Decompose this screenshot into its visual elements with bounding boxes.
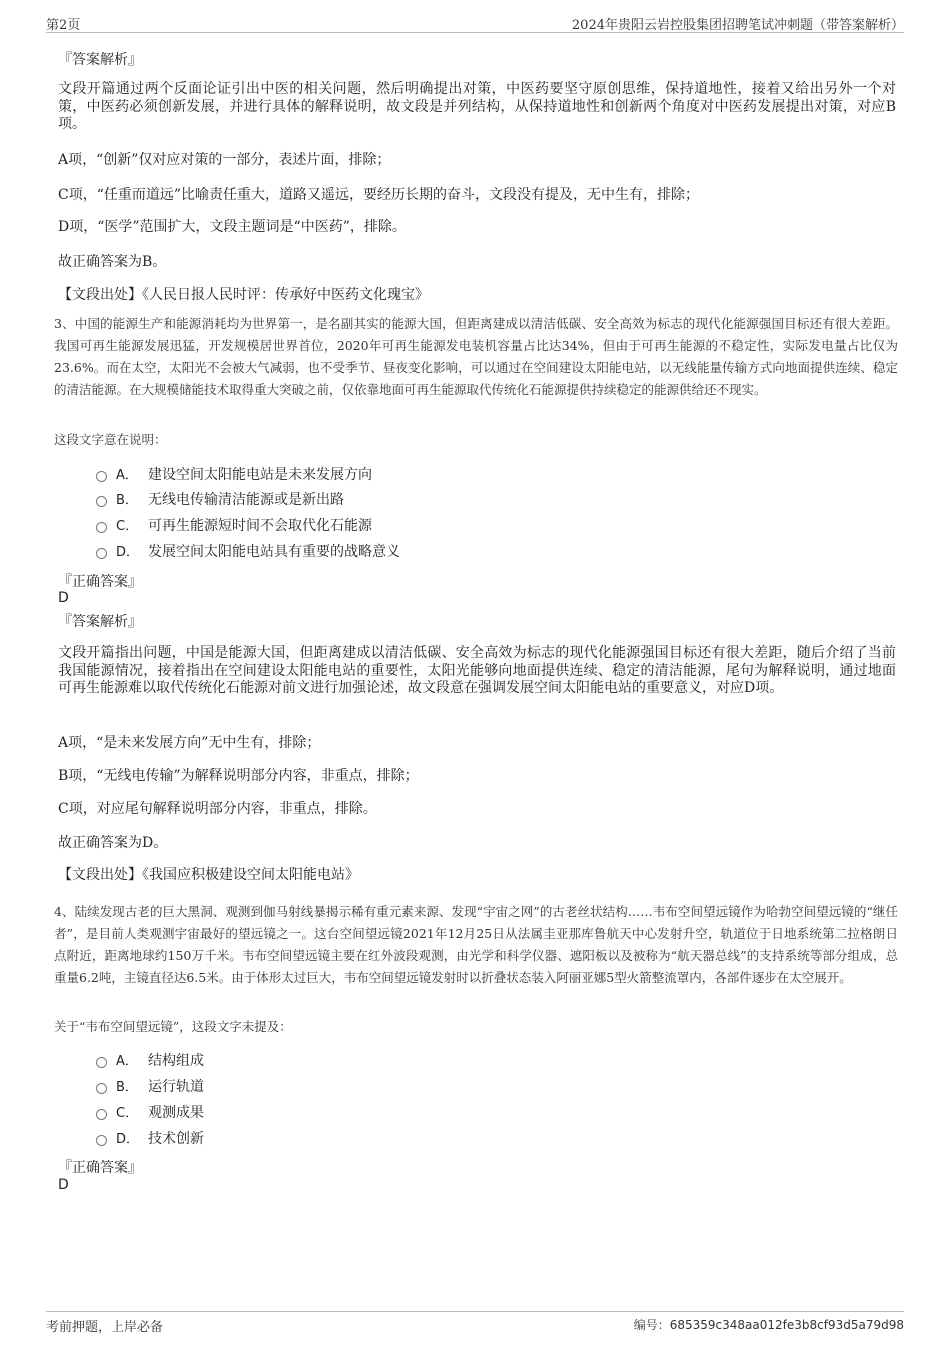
q3-prompt: 这段文字意在说明： [54,432,167,447]
q2-analysis-label: 『答案解析』 [58,52,142,68]
document-title: 2024年贵阳云岩控股集团招聘笔试冲刺题（带答案解析） [571,18,904,33]
q4-question-text: 4、陆续发现古老的巨大黑洞、观测到伽马射线暴揭示稀有重元素来源、发现“宇宙之网”的古老丝状结构……韦布空间望远镜作为哈勃空间望远镜的“继任者”，是目前人类观测宇宙最好的望远镜之一。这台空间望远镜2021年12月25日从法属圭亚那库鲁航天中心发射升空，轨道位于日地系统第二拉格朗日点附近，距离地球约150万千米。韦布空间望远镜主要在红外波段观测，由光学和科学仪器、遮阳板以及被称为“航天器总线”的支持系统等部分组成，总重量6.2吨，主镜直径达6.5米。由于体形太过巨大，韦布空间望远镜发射时以折叠状态装入阿丽亚娜5型火箭整流罩内，各部件逐步在太空展开。 [54,904,898,985]
q4-option-b[interactable] [96,1077,204,1097]
radio-icon[interactable] [96,471,107,482]
q2-source: 【文段出处】《人民日报人民时评：传承好中医药文化瑰宝》 [58,287,429,303]
option-text: 观测成果 [148,1105,204,1121]
page-footer [46,1311,904,1334]
q3-conclusion: 故正确答案为D。 [58,835,168,851]
q3-option-d[interactable] [96,542,400,562]
option-text: 建设空间太阳能电站是未来发展方向 [148,467,372,483]
option-letter: D． [116,1132,140,1147]
radio-icon[interactable] [96,496,107,507]
q3-option-a[interactable] [96,465,372,485]
page-header [46,12,904,33]
page-number: 第2页 [46,18,81,33]
option-text: 无线电传输清洁能源或是新出路 [148,492,344,508]
q3-option-b[interactable] [96,490,344,510]
q4-option-d[interactable] [96,1129,204,1149]
radio-icon[interactable] [96,548,107,559]
q4-option-a[interactable] [96,1051,204,1071]
q4-answer-label: 『正确答案』 [58,1160,142,1176]
option-letter: B． [116,493,138,508]
q4-answer: D [58,1177,69,1193]
q3-note-a: A项，“是未来发展方向”无中生有，排除； [58,735,321,751]
option-text: 运行轨道 [148,1079,204,1095]
radio-icon[interactable] [96,1083,107,1094]
option-text: 发展空间太阳能电站具有重要的战略意义 [148,544,400,560]
q3-question-text: 3、中国的能源生产和能源消耗均为世界第一，是名副其实的能源大国，但距离建成以清洁低碳、安全高效为标志的现代化能源强国目标还有很大差距。我国可再生能源发展迅猛，开发规模居世界首位，2020年可再生能源发电装机容量占比达34%，但由于可再生能源的不稳定性，实际发电量占比仅为23.6%。而在太空，太阳光不会被大气减弱，也不受季节、昼夜变化影响，可以通过在空间建设太阳能电站，以无线能量传输方式向地面提供连续、稳定的清洁能源。在大规模储能技术取得重大突破之前，仅依靠地面可再生能源取代传统化石能源提供持续稳定的能源供给还不现实。 [54,316,898,397]
radio-icon[interactable] [96,1057,107,1068]
radio-icon[interactable] [96,1109,107,1120]
q3-analysis-text: 文段开篇指出问题，中国是能源大国，但距离建成以清洁低碳、安全高效为标志的现代化能源强国目标还有很大差距，随后介绍了当前我国能源情况，接着指出在空间建设太阳能电站的重要性，太阳光能够向地面提供连续、稳定的清洁能源，尾句为解释说明，通过地面可再生能源难以取代传统化石能源对前文进行加强论述，故文段意在强调发展空间太阳能电站的重要意义，对应D项。 [58,645,896,696]
q3-analysis-label: 『答案解析』 [58,614,142,630]
q2-analysis-text: 文段开篇通过两个反面论证引出中医的相关问题，然后明确提出对策，中医药要坚守原创思维，保持道地性，接着又给出另外一个对策，中医药必须创新发展，并进行具体的解释说明，故文段是并列结构，从保持道地性和创新两个角度对中医药发展提出对策，对应B项。 [58,81,896,132]
footer-code: 编号：685359c348aa012fe3b8cf93d5a79d98 [633,1318,904,1332]
radio-icon[interactable] [96,1135,107,1146]
q3-source: 【文段出处】《我国应积极建设空间太阳能电站》 [58,867,359,883]
q3-note-b: B项，“无线电传输”为解释说明部分内容，非重点，排除； [58,768,419,784]
option-letter: A． [116,468,138,483]
q2-note-a: A项，“创新”仅对应对策的一部分，表述片面，排除； [58,152,391,168]
option-letter: D． [116,545,140,560]
q4-option-c[interactable] [96,1103,204,1123]
q3-answer-label: 『正确答案』 [58,574,142,590]
option-text: 可再生能源短时间不会取代化石能源 [148,518,372,534]
option-letter: C． [116,519,139,534]
footer-slogan: 考前押题，上岸必备 [46,1320,164,1335]
option-text: 技术创新 [148,1131,204,1147]
option-text: 结构组成 [148,1053,204,1069]
q3-note-c: C项，对应尾句解释说明部分内容，非重点，排除。 [58,801,377,817]
q4-prompt: 关于“韦布空间望远镜”，这段文字未提及： [54,1019,292,1034]
q2-note-d: D项，“医学”范围扩大，文段主题词是“中医药”，排除。 [58,219,406,235]
q2-conclusion: 故正确答案为B。 [58,254,167,270]
q3-option-c[interactable] [96,516,372,536]
option-letter: B． [116,1080,138,1095]
q3-answer: D [58,590,69,606]
option-letter: A． [116,1054,138,1069]
q2-note-c: C项，“任重而道远”比喻责任重大，道路又遥远，要经历长期的奋斗，文段没有提及，无中生有，排除； [58,187,700,203]
radio-icon[interactable] [96,522,107,533]
option-letter: C． [116,1106,139,1121]
